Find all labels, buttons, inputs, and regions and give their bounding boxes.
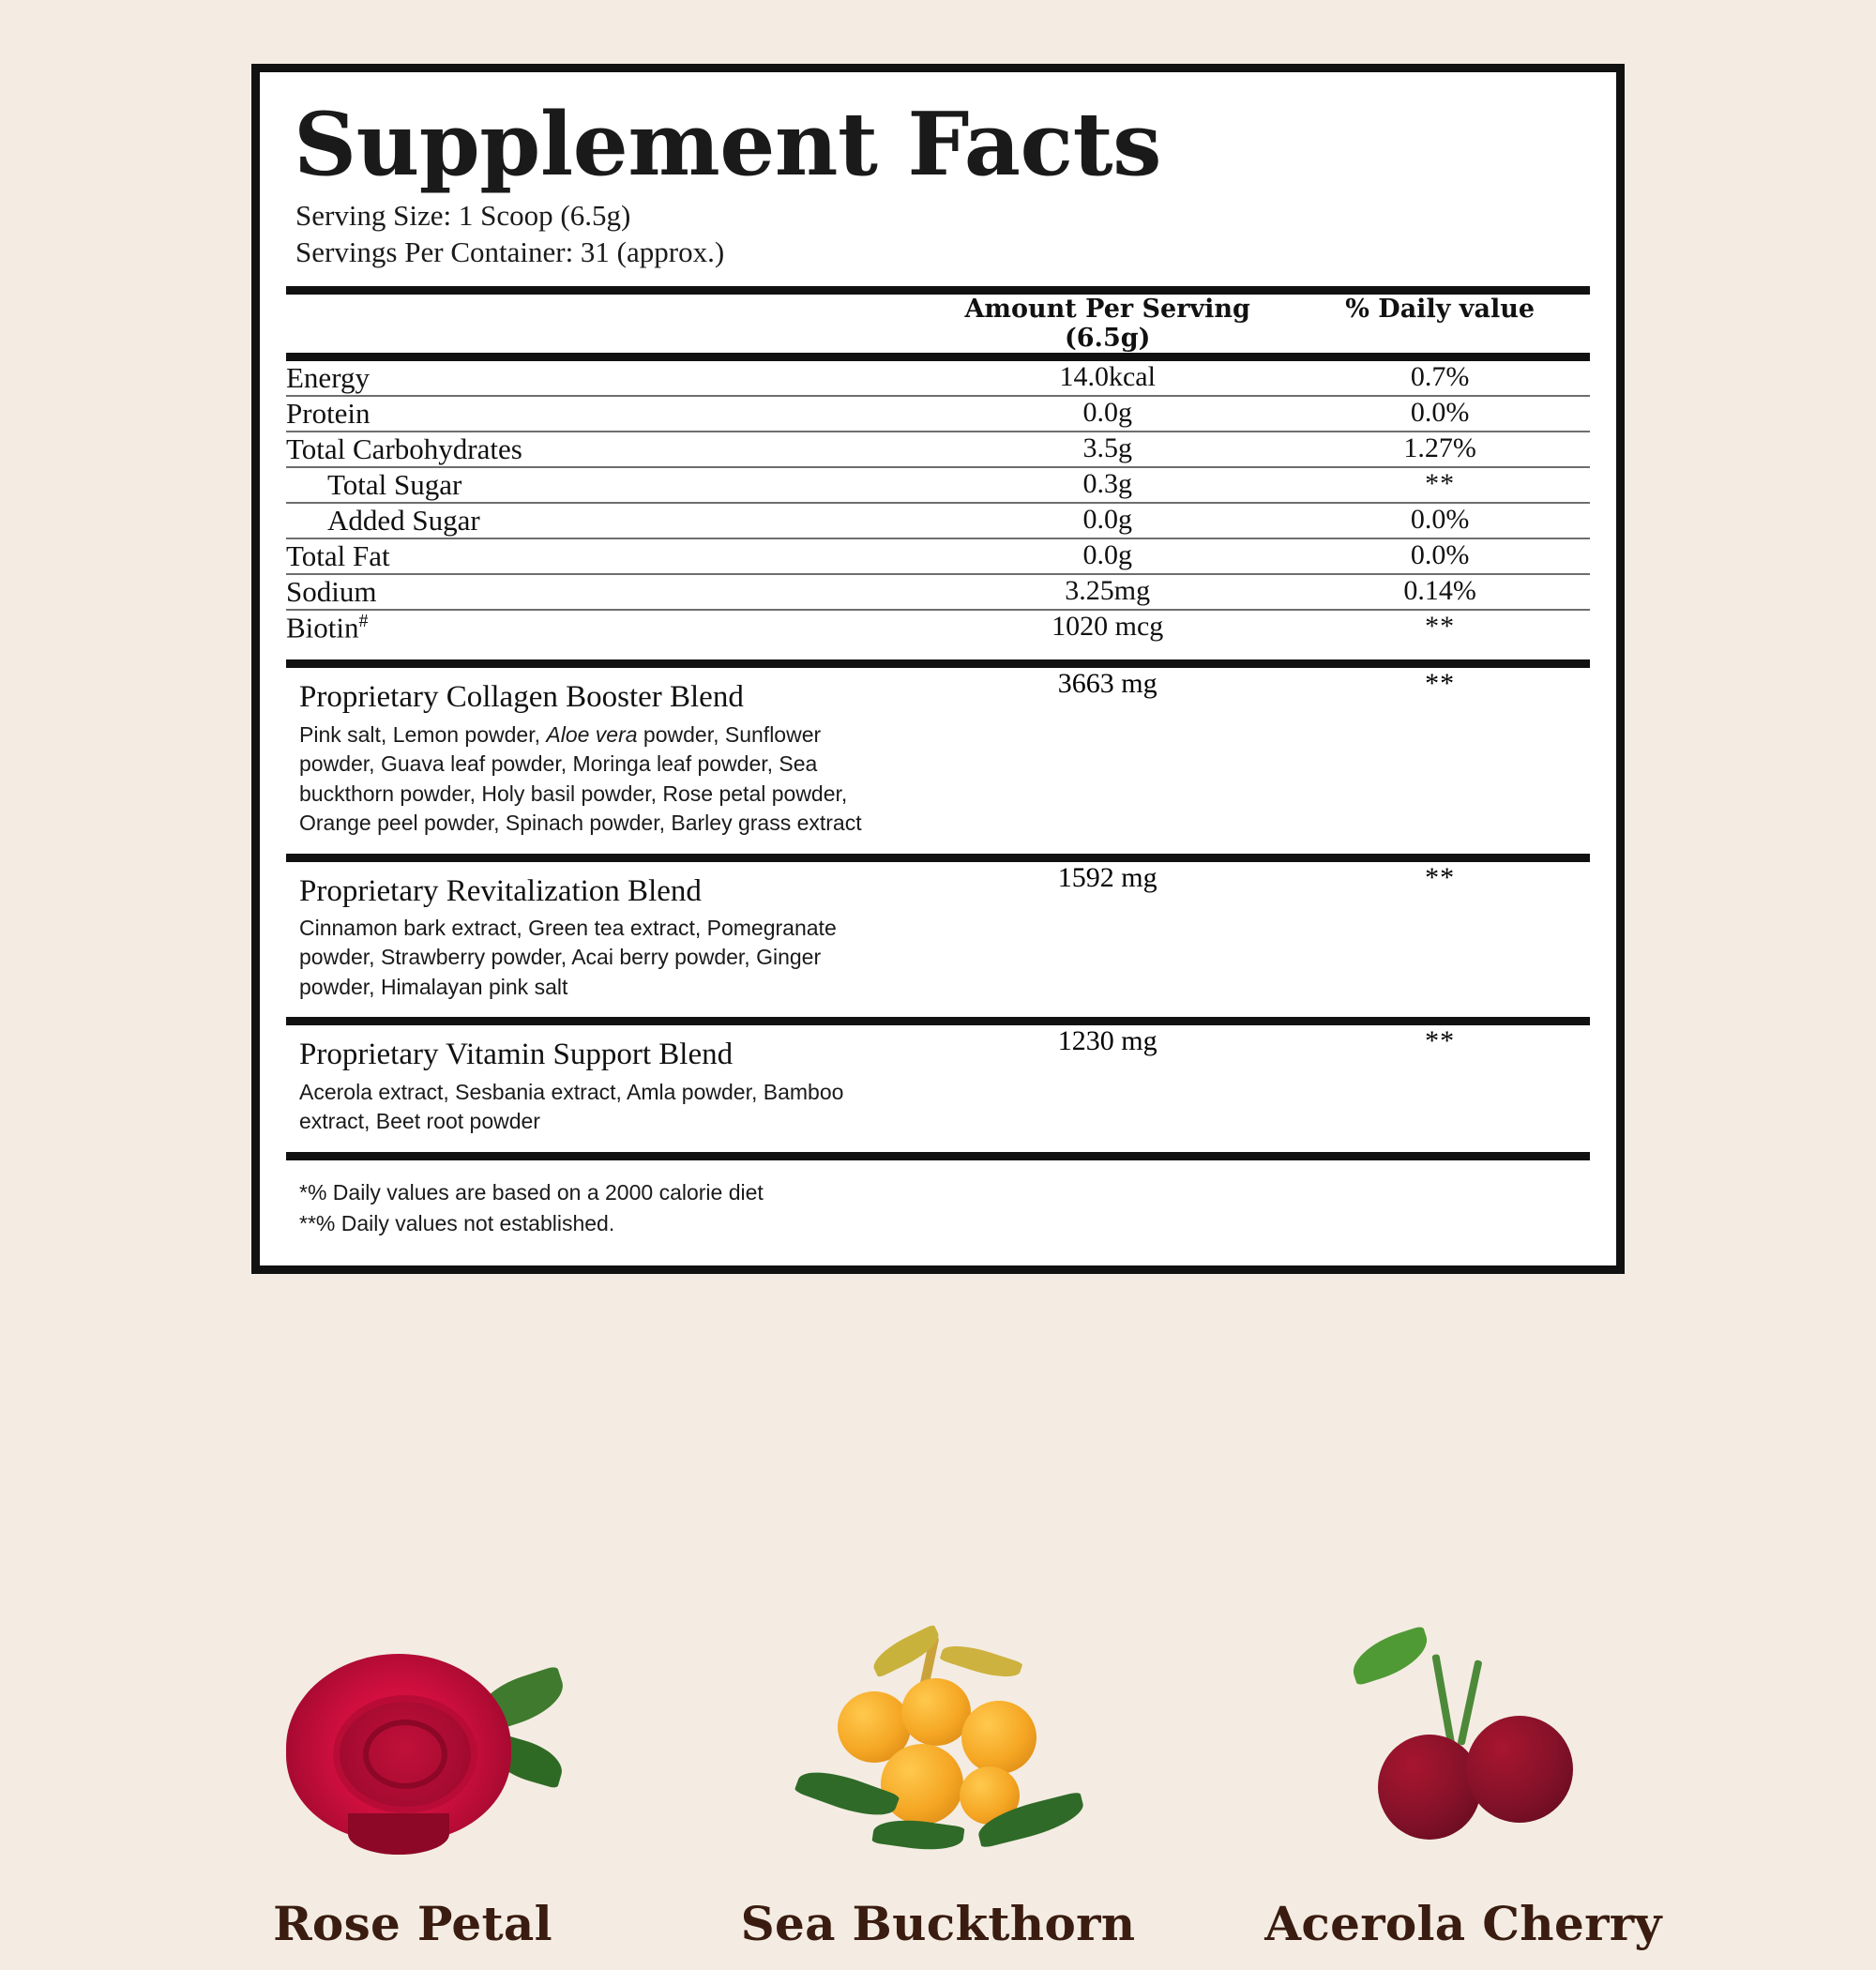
row-label-protein: Protein	[286, 396, 371, 430]
row-dv-energy: 0.7%	[1410, 360, 1470, 392]
sea-buckthorn-icon	[783, 1629, 1093, 1864]
acerola-cherry-icon	[1309, 1629, 1618, 1864]
table-row	[286, 397, 1590, 431]
ingredient-rose-petal	[150, 1501, 675, 1951]
cherry-fruit-icon	[1466, 1716, 1573, 1823]
ingredient-showcase	[0, 1501, 1876, 1951]
ingredient-label-sea-buckthorn: Sea Buckthorn	[740, 1896, 1136, 1951]
row-amount-total-fat: 0.0g	[1082, 538, 1132, 570]
divider-top	[286, 286, 1590, 295]
table-row	[286, 361, 1590, 395]
rose-base-icon	[348, 1813, 449, 1855]
row-label-total-carbohydrates: Total Carbohydrates	[286, 432, 522, 465]
table-header-row	[286, 295, 1590, 353]
nutrient-rows-table-8	[286, 611, 1590, 644]
divider-under-header	[286, 353, 1590, 361]
header-nutrient	[286, 295, 925, 353]
nutrient-rows-table-4	[286, 468, 1590, 502]
blend-amount-vitamin-support: 1230 mg	[1057, 1025, 1157, 1057]
footnote-not-established: **% Daily values not established.	[299, 1210, 615, 1235]
blend-amount-collagen: 3663 mg	[1057, 668, 1157, 700]
blend-amount-revitalization: 1592 mg	[1057, 861, 1157, 893]
row-label-sodium: Sodium	[286, 574, 377, 608]
ingredient-sea-buckthorn	[675, 1501, 1201, 1951]
biotin-marker: #	[358, 610, 369, 631]
table-row	[286, 575, 1590, 609]
blend-title-collagen: Proprietary Collagen Booster Blend	[299, 680, 744, 715]
nutrient-rows-table-6	[286, 539, 1590, 573]
ingredient-label-acerola-cherry: Acerola Cherry	[1264, 1896, 1662, 1951]
blend-ing-italic: Aloe vera	[546, 721, 638, 747]
row-label-total-sugar: Total Sugar	[327, 467, 462, 501]
ingredient-label-rose-petal: Rose Petal	[273, 1896, 552, 1951]
nutrient-rows-table-7	[286, 575, 1590, 609]
cherry-stem-icon	[1431, 1654, 1455, 1748]
nutrition-table	[286, 295, 1590, 353]
row-label-total-fat: Total Fat	[286, 538, 390, 572]
row-dv-biotin: **	[1425, 610, 1456, 642]
row-label-energy: Energy	[286, 360, 370, 394]
row-amount-energy: 14.0kcal	[1059, 360, 1156, 392]
divider-before-blend-3	[286, 1017, 1590, 1025]
cherry-leaf-icon	[1346, 1626, 1434, 1687]
row-amount-total-carbohydrates: 3.5g	[1082, 432, 1132, 463]
page-title: Supplement Facts	[294, 93, 1161, 195]
blend-title-revitalization: Proprietary Revitalization Blend	[299, 873, 702, 908]
blend-row	[286, 668, 1590, 853]
blend-row	[286, 862, 1590, 1018]
header-amount-per-serving: Amount Per Serving (6.5g)	[964, 294, 1250, 353]
nutrient-rows-table	[286, 361, 1590, 395]
blend-ingredients-collagen	[286, 717, 924, 854]
blend-name-cell-revitalization	[286, 862, 925, 1018]
blend-name-cell-collagen	[286, 668, 925, 853]
sea-buckthorn-berry-icon	[961, 1701, 1036, 1774]
divider-before-blend-2	[286, 854, 1590, 862]
row-label-biotin-text: Biotin	[286, 611, 359, 644]
row-dv-protein: 0.0%	[1410, 396, 1470, 428]
row-amount-added-sugar: 0.0g	[1082, 503, 1132, 535]
rose-petal-core-icon	[363, 1720, 447, 1789]
row-dv-sodium: 0.14%	[1403, 574, 1476, 606]
blend-row	[286, 1025, 1590, 1151]
table-row	[286, 432, 1590, 466]
row-dv-total-sugar: **	[1425, 467, 1456, 499]
rose-icon	[258, 1629, 567, 1864]
table-row	[286, 611, 1590, 644]
header-daily-value: % Daily value	[1345, 294, 1536, 324]
nutrient-rows-table-5	[286, 504, 1590, 538]
divider-bottom	[286, 1152, 1590, 1160]
ingredient-acerola-cherry	[1201, 1501, 1726, 1951]
blend-table-vitamin-support	[286, 1025, 1590, 1151]
blend-dv-vitamin-support: **	[1425, 1025, 1456, 1057]
blend-ing-post: powder, Sunflower powder, Guava leaf powder, Moringa leaf powder, Sea buckthorn powder, Holy basil powder, Rose petal powder, Orange peel powder, Spinach powder, Barley grass extract	[299, 721, 862, 836]
sea-buckthorn-berry-icon	[881, 1744, 963, 1825]
footnote-daily-values: *% Daily values are based on a 2000 calorie diet	[299, 1179, 764, 1205]
cherry-fruit-icon	[1378, 1735, 1481, 1840]
nutrient-rows-table-2	[286, 397, 1590, 431]
table-row	[286, 468, 1590, 502]
row-amount-total-sugar: 0.3g	[1082, 467, 1132, 499]
row-dv-added-sugar: 0.0%	[1410, 503, 1470, 535]
cherry-stem-icon	[1458, 1659, 1483, 1746]
blend-name-cell-vitamin-support	[286, 1025, 925, 1151]
serving-size-text: Serving Size: 1 Scoop (6.5g)	[295, 198, 631, 232]
row-label-added-sugar: Added Sugar	[327, 503, 480, 537]
sea-buckthorn-leaf-top2-icon	[939, 1638, 1022, 1684]
row-dv-total-fat: 0.0%	[1410, 538, 1470, 570]
row-amount-sodium: 3.25mg	[1065, 574, 1151, 606]
blend-ingredients-vitamin-support: Acerola extract, Sesbania extract, Amla powder, Bamboo extract, Beet root powder	[299, 1079, 844, 1134]
row-amount-biotin: 1020 mcg	[1051, 610, 1164, 642]
sea-buckthorn-berry-icon	[901, 1678, 971, 1746]
table-row	[286, 539, 1590, 573]
row-amount-protein: 0.0g	[1082, 396, 1132, 428]
blend-table-collagen	[286, 668, 1590, 853]
servings-per-container-text: Servings Per Container: 31 (approx.)	[295, 235, 725, 269]
sea-buckthorn-leaf-icon	[871, 1814, 964, 1855]
blend-ing-pre: Pink salt, Lemon powder,	[299, 721, 547, 747]
supplement-facts-panel	[251, 64, 1625, 1274]
blend-title-vitamin-support: Proprietary Vitamin Support Blend	[299, 1038, 734, 1072]
row-dv-total-carbohydrates: 1.27%	[1403, 432, 1476, 463]
blend-table-revitalization	[286, 862, 1590, 1018]
blend-ingredients-revitalization: Cinnamon bark extract, Green tea extract, Pomegranate powder, Strawberry powder, Acai berry powder, Ginger powder, Himalayan pink salt	[299, 915, 837, 999]
divider-before-blend-1	[286, 659, 1590, 668]
nutrient-rows-table-3	[286, 432, 1590, 466]
table-row	[286, 504, 1590, 538]
row-label-biotin	[286, 611, 925, 644]
blend-dv-collagen: **	[1425, 668, 1456, 700]
blend-dv-revitalization: **	[1425, 861, 1456, 893]
footnotes	[286, 1160, 1590, 1244]
